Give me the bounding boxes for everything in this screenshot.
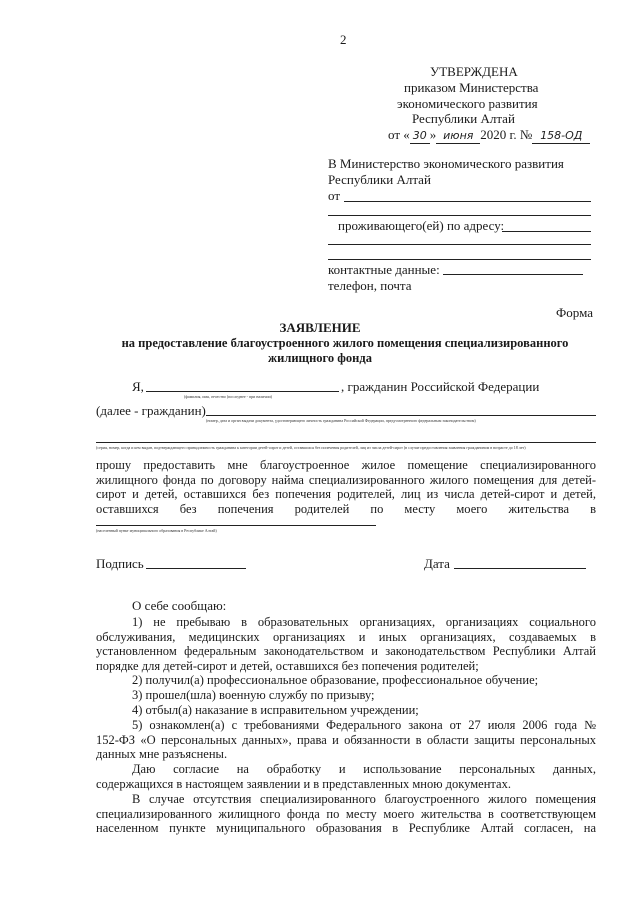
about-item-1-line-2: обслуживания, медицинских организациях и иных организациях, создаваемых в [96,629,596,644]
about-item-1-line-1: 1) не пребываю в образовательных организациях, организациях социального [132,615,596,629]
citizen-label: , гражданин Российской Федерации [341,379,540,394]
request-paragraph [96,458,596,516]
request-line-2: жилищного фонда по договору найма специализированного жилого помещения для детей- [96,472,596,487]
approval-date-day: 30 [410,128,430,144]
approval-order-number: 158-ОД [532,128,590,144]
approval-date-year: 2020 г. № [480,127,533,142]
approval-date-month: июня [436,128,480,144]
from-line-2[interactable] [328,215,591,216]
about-item-1-line-4: порядке для детей-сирот и детей, оставшихся без попечения родителей; [96,658,479,673]
addressee-line-2: Республики Алтай [328,172,431,187]
settlement-line[interactable] [96,525,376,526]
page-number: 2 [340,32,347,47]
about-item-4: 4) отбыл(а) наказание в исправительном учреждении; [132,703,419,717]
contacts-sub-label: телефон, почта [328,278,412,293]
signature-line[interactable] [146,568,246,569]
date-label: Дата [424,556,450,571]
applicant-name-line[interactable] [146,391,339,392]
about-item-5-line-2: 152-ФЗ «О персональных данных», права и обязанности в области защиты персональных [96,732,596,747]
approval-line-2: экономического развития [397,96,538,111]
absence-line-3: населенном пункте муниципального образования в Республике Алтай согласен, на [96,821,596,835]
residing-label: проживающего(ей) по адресу: [338,218,505,233]
document-line[interactable] [206,415,596,416]
about-item-5-line-3: данных мне разъяснены. [96,747,228,761]
approval-line-3: Республики Алтай [412,111,515,126]
absence-paragraph [96,792,596,836]
document-subtitle-1: на предоставление благоустроенного жилого помещения специализированного [121,336,569,350]
consent-line-2: содержащихся в настоящем заявлении и в представленных мною документах. [96,776,511,791]
approval-date-mid: » [429,127,437,142]
absence-line-2: специализированного жилищного фонда по месту моего жительства в соответствующем [96,806,596,821]
request-line-3: сирот и детей, оставшихся без попечения родителей, лиц из числа детей-сирот и детей, [96,487,596,501]
settlement-hint: (населенный пункт муниципального образования в Республике Алтай) [96,528,217,533]
about-item-3: 3) прошел(шла) военную службу по призыву; [132,688,375,702]
document-title: ЗАЯВЛЕНИЕ [279,320,361,335]
document-hint: (номер, дата и орган выдачи документа, удостоверяющего личность гражданина Российской Федерации, предусмотренного федеральным законодательством) [206,418,476,423]
consent-line-1: Даю согласие на обработку и использование персональных данных, [132,762,596,776]
absence-line-1: В случае отсутствия специализированного благоустроенного жилого помещения [132,792,596,806]
contacts-label: контактные данные: [328,262,440,277]
about-item-2: 2) получил(а) профессиональное образование, профессиональное обучение; [132,673,539,687]
contacts-line[interactable] [443,274,583,275]
about-item-5 [96,718,596,762]
approval-title: УТВЕРЖДЕНА [430,64,518,79]
further-label: (далее - гражданин) [96,403,206,418]
request-line-1: прошу предоставить мне благоустроенное жилое помещение специализированного [96,458,596,472]
from-label: от [328,188,341,203]
addressee-line-1: В Министерство экономического развития [328,156,564,171]
address-line-2[interactable] [328,244,591,245]
form-label: Форма [556,305,593,320]
category-doc-hint: (серия, номер, когда и кем выдан, подтверждающего принадлежность гражданина к категории детей-сирот и детей, оставшихся без попечения родителей, лиц из числа детей-сирот (в случае предоставления заявления гражданином в возрасте до 18 лет) [96,445,526,450]
signature-label: Подпись [96,556,144,571]
consent-paragraph [96,762,596,791]
from-line[interactable] [344,201,591,202]
about-item-5-line-1: 5) ознакомлен(а) с требованиями Федерального закона от 27 июля 2006 года № [132,718,596,732]
date-line[interactable] [454,568,586,569]
approval-date-prefix: от « [388,127,410,142]
approval-line-1: приказом Министерства [404,80,539,95]
request-line-4: оставшихся без попечения родителей по месту моего жительства в [96,501,596,516]
about-item-1-line-3: установленном федеральным законодательством и законодательством Республики Алтай [96,644,596,658]
address-line-1[interactable] [502,231,591,232]
i-label: Я, [132,379,144,394]
document-subtitle-2: жилищного фонда [268,351,372,365]
category-doc-line[interactable] [96,442,596,443]
about-item-1 [96,615,596,673]
fio-hint: (фамилия, имя, отчество (последнее - при наличии) [184,394,272,399]
approval-date [388,127,590,144]
about-heading: О себе сообщаю: [132,598,227,613]
address-line-3[interactable] [328,259,591,260]
